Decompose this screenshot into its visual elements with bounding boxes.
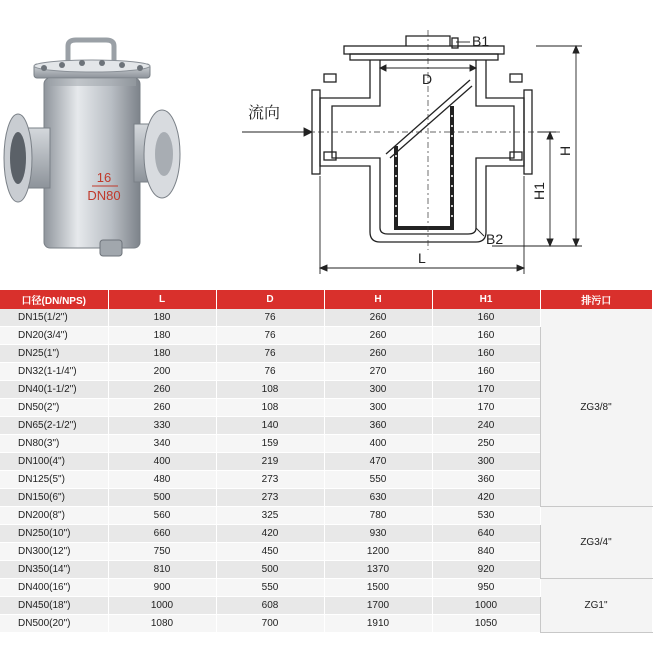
value-cell: 170 [432, 381, 540, 399]
dim-b1-label: B1 [472, 33, 490, 49]
dimension-table-container [0, 290, 654, 633]
size-cell: DN500(20") [0, 615, 108, 633]
value-cell: 180 [108, 345, 216, 363]
size-cell: DN25(1") [0, 345, 108, 363]
value-cell: 950 [432, 579, 540, 597]
header-l: L [108, 290, 216, 309]
value-cell: 76 [216, 309, 324, 327]
value-cell: 920 [432, 561, 540, 579]
size-cell: DN32(1-1/4") [0, 363, 108, 381]
value-cell: 640 [432, 525, 540, 543]
value-cell: 180 [108, 327, 216, 345]
value-cell: 550 [216, 579, 324, 597]
strainer-product-photo [0, 36, 200, 266]
header-h1: H1 [432, 290, 540, 309]
value-cell: 180 [108, 309, 216, 327]
dim-d-label: D [422, 71, 433, 87]
size-cell: DN350(14") [0, 561, 108, 579]
value-cell: 500 [216, 561, 324, 579]
value-cell: 660 [108, 525, 216, 543]
value-cell: 260 [108, 399, 216, 417]
value-cell: 250 [432, 435, 540, 453]
value-cell: 1370 [324, 561, 432, 579]
value-cell: 300 [432, 453, 540, 471]
value-cell: 76 [216, 327, 324, 345]
size-cell: DN150(6") [0, 489, 108, 507]
value-cell: 360 [324, 417, 432, 435]
value-cell: 108 [216, 381, 324, 399]
value-cell: 170 [432, 399, 540, 417]
body-size-label: DN80 [87, 188, 121, 203]
value-cell: 700 [216, 615, 324, 633]
header-drain: 排污口 [540, 290, 652, 309]
value-cell: 608 [216, 597, 324, 615]
value-cell: 530 [432, 507, 540, 525]
value-cell: 420 [216, 525, 324, 543]
value-cell: 300 [324, 381, 432, 399]
value-cell: 160 [432, 309, 540, 327]
value-cell: 76 [216, 345, 324, 363]
dim-b2-label: B2 [486, 231, 504, 247]
value-cell: 1080 [108, 615, 216, 633]
value-cell: 160 [432, 327, 540, 345]
value-cell: 273 [216, 489, 324, 507]
value-cell: 260 [324, 345, 432, 363]
value-cell: 810 [108, 561, 216, 579]
value-cell: 400 [324, 435, 432, 453]
value-cell: 420 [432, 489, 540, 507]
strainer-dimension-drawing [220, 6, 654, 278]
size-cell: DN400(16") [0, 579, 108, 597]
size-cell: DN450(18") [0, 597, 108, 615]
dimension-table [0, 290, 653, 633]
value-cell: 550 [324, 471, 432, 489]
body-pressure-label: 16 [96, 170, 112, 185]
value-cell: 750 [108, 543, 216, 561]
size-cell: DN20(3/4") [0, 327, 108, 345]
value-cell: 260 [324, 327, 432, 345]
header-size: 口径(DN/NPS) [0, 290, 108, 309]
value-cell: 480 [108, 471, 216, 489]
size-cell: DN80(3") [0, 435, 108, 453]
drain-port-cell: ZG1" [540, 579, 652, 633]
size-cell: DN40(1-1/2") [0, 381, 108, 399]
header-h: H [324, 290, 432, 309]
value-cell: 140 [216, 417, 324, 435]
size-cell: DN50(2") [0, 399, 108, 417]
value-cell: 240 [432, 417, 540, 435]
table-body [0, 309, 652, 633]
table-row [0, 579, 652, 597]
value-cell: 159 [216, 435, 324, 453]
value-cell: 1000 [108, 597, 216, 615]
drain-port-cell: ZG3/4" [540, 507, 652, 579]
value-cell: 450 [216, 543, 324, 561]
value-cell: 160 [432, 345, 540, 363]
dim-h-label: H [557, 145, 573, 156]
value-cell: 108 [216, 399, 324, 417]
value-cell: 780 [324, 507, 432, 525]
value-cell: 160 [432, 363, 540, 381]
size-cell: DN250(10") [0, 525, 108, 543]
value-cell: 260 [324, 309, 432, 327]
value-cell: 930 [324, 525, 432, 543]
value-cell: 1000 [432, 597, 540, 615]
value-cell: 325 [216, 507, 324, 525]
value-cell: 1500 [324, 579, 432, 597]
value-cell: 400 [108, 453, 216, 471]
value-cell: 260 [108, 381, 216, 399]
size-cell: DN65(2-1/2") [0, 417, 108, 435]
size-cell: DN125(5") [0, 471, 108, 489]
value-cell: 1700 [324, 597, 432, 615]
value-cell: 1200 [324, 543, 432, 561]
table-row [0, 309, 652, 327]
value-cell: 630 [324, 489, 432, 507]
table-row [0, 507, 652, 525]
value-cell: 560 [108, 507, 216, 525]
table-header-row [0, 290, 652, 309]
size-cell: DN300(12") [0, 543, 108, 561]
value-cell: 840 [432, 543, 540, 561]
value-cell: 470 [324, 453, 432, 471]
value-cell: 1910 [324, 615, 432, 633]
dim-l-label: L [418, 250, 426, 266]
value-cell: 1050 [432, 615, 540, 633]
flow-direction-label: 流向 [248, 105, 281, 122]
drain-port-cell: ZG3/8" [540, 309, 652, 507]
value-cell: 500 [108, 489, 216, 507]
value-cell: 219 [216, 453, 324, 471]
size-cell: DN200(8") [0, 507, 108, 525]
value-cell: 270 [324, 363, 432, 381]
value-cell: 900 [108, 579, 216, 597]
value-cell: 300 [324, 399, 432, 417]
value-cell: 200 [108, 363, 216, 381]
value-cell: 273 [216, 471, 324, 489]
size-cell: DN15(1/2") [0, 309, 108, 327]
value-cell: 330 [108, 417, 216, 435]
value-cell: 76 [216, 363, 324, 381]
value-cell: 340 [108, 435, 216, 453]
size-cell: DN100(4") [0, 453, 108, 471]
dim-h1-label: H1 [531, 182, 547, 200]
header-d: D [216, 290, 324, 309]
value-cell: 360 [432, 471, 540, 489]
